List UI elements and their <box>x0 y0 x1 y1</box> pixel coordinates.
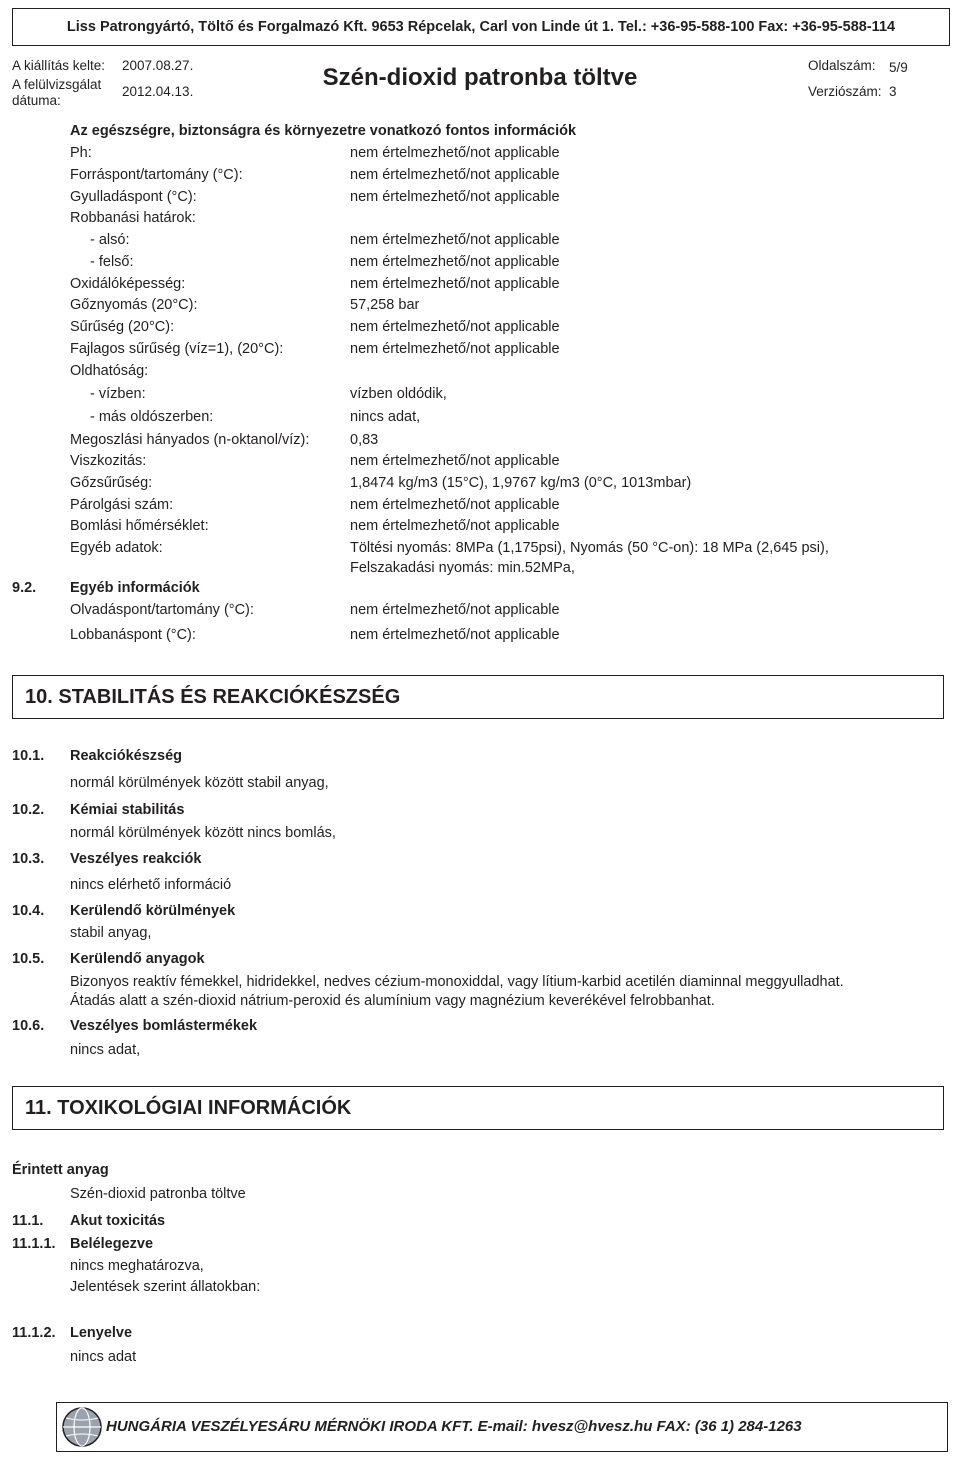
version-number: 3 <box>889 84 897 99</box>
boiling-point-value: nem értelmezhető/not applicable <box>350 167 560 183</box>
review-date-label-1: A felülvizsgálat <box>12 77 102 92</box>
solubility-label: Oldhatóság: <box>70 363 149 379</box>
flash-point-value: nem értelmezhető/not applicable <box>350 627 560 643</box>
item-11-1-number: 11.1. <box>12 1213 44 1229</box>
explosion-upper-label: - felső: <box>90 254 134 270</box>
affected-substance-label: Érintett anyag <box>12 1162 109 1178</box>
item-11-1-2-number: 11.1.2. <box>12 1325 56 1341</box>
melting-point-value: nem értelmezhető/not applicable <box>350 602 560 618</box>
section11-title: 11. TOXIKOLÓGIAI INFORMÁCIÓK <box>25 1096 352 1119</box>
company-header <box>12 8 950 46</box>
item-11-1-2-text: nincs adat <box>70 1349 137 1365</box>
solubility-other-label: - más oldószerben: <box>90 409 214 425</box>
vapour-density-label: Gőzsűrűség: <box>70 475 153 491</box>
item-10-1-title: Reakciókészség <box>70 748 183 764</box>
decomposition-temp-label: Bomlási hőmérséklet: <box>70 518 209 534</box>
ph-value: nem értelmezhető/not applicable <box>350 145 560 161</box>
review-date: 2012.04.13. <box>122 84 194 99</box>
viscosity-value: nem értelmezhető/not applicable <box>350 453 560 469</box>
ignition-point-label: Gyulladáspont (°C): <box>70 189 197 205</box>
vapour-pressure-value: 57,258 bar <box>350 297 420 313</box>
solubility-other-value: nincs adat, <box>350 409 421 425</box>
explosion-upper-value: nem értelmezhető/not applicable <box>350 254 560 270</box>
item-10-6-title: Veszélyes bomlástermékek <box>70 1018 258 1034</box>
explosion-lower-label: - alsó: <box>90 232 130 248</box>
item-10-4-number: 10.4. <box>12 903 45 919</box>
boiling-point-label: Forráspont/tartomány (°C): <box>70 167 243 183</box>
density-label: Sűrűség (20°C): <box>70 319 175 335</box>
explosion-limits-label: Robbanási határok: <box>70 210 196 226</box>
item-10-5-number: 10.5. <box>12 951 45 967</box>
item-10-3-title: Veszélyes reakciók <box>70 851 202 867</box>
item-10-4-title: Kerülendő körülmények <box>70 903 236 919</box>
vapour-density-value: 1,8474 kg/m3 (15°C), 1,9767 kg/m3 (0°C, 1013mbar) <box>350 475 692 491</box>
evaporation-rate-value: nem értelmezhető/not applicable <box>350 497 560 513</box>
ph-label: Ph: <box>70 145 92 161</box>
item-10-3-number: 10.3. <box>12 851 45 867</box>
page-number: 5/9 <box>889 60 908 75</box>
solubility-water-value: vízben oldódik, <box>350 386 447 402</box>
section10-title: 10. STABILITÁS ÉS REAKCIÓKÉSZSÉG <box>25 685 401 708</box>
flash-point-label: Lobbanáspont (°C): <box>70 627 196 643</box>
item-10-4-text: stabil anyag, <box>70 925 152 941</box>
item-10-3-text: nincs elérhető információ <box>70 877 232 893</box>
section11-title-box <box>12 1086 944 1130</box>
subsection-9-2-number: 9.2. <box>12 580 37 596</box>
oxidizing-label: Oxidálóképesség: <box>70 276 186 292</box>
item-10-2-number: 10.2. <box>12 802 45 818</box>
section10-title-box <box>12 675 944 719</box>
viscosity-label: Viszkozitás: <box>70 453 147 469</box>
document-title: Szén-dioxid patronba töltve <box>322 64 638 91</box>
specific-gravity-label: Fajlagos sűrűség (víz=1), (20°C): <box>70 341 284 357</box>
item-11-1-1-text-2: Jelentések szerint állatokban: <box>70 1279 261 1295</box>
item-10-5-text-1: Bizonyos reaktív fémekkel, hidridekkel, nedves cézium-monoxiddal, vagy lítium-karbid acetilén diaminnal meggyulladhat. <box>70 974 844 990</box>
issue-date: 2007.08.27. <box>122 58 194 73</box>
other-data-label: Egyéb adatok: <box>70 540 163 556</box>
item-10-2-text: normál körülmények között nincs bomlás, <box>70 825 336 841</box>
item-10-6-text: nincs adat, <box>70 1042 141 1058</box>
item-10-6-number: 10.6. <box>12 1018 45 1034</box>
item-10-5-title: Kerülendő anyagok <box>70 951 205 967</box>
other-data-cont-value: Felszakadási nyomás: min.52MPa, <box>350 560 575 576</box>
item-11-1-2-title: Lenyelve <box>70 1325 133 1341</box>
subsection-9-2-title: Egyéb információk <box>70 580 200 596</box>
melting-point-label: Olvadáspont/tartomány (°C): <box>70 602 254 618</box>
footer-contact: HUNGÁRIA VESZÉLYESÁRU MÉRNÖKI IRODA KFT. E-mail: hvesz@hvesz.hu FAX: (36 1) 284-1263 <box>106 1418 802 1435</box>
evaporation-rate-label: Párolgási szám: <box>70 497 174 513</box>
other-data-value: Töltési nyomás: 8MPa (1,175psi), Nyomás (50 °C-on): 18 MPa (2,645 psi), <box>350 540 829 556</box>
globe-logo-icon <box>60 1405 104 1449</box>
item-11-1-1-number: 11.1.1. <box>12 1236 56 1252</box>
version-label: Verziószám: <box>808 84 882 99</box>
section9-heading: Az egészségre, biztonságra és környezetre vonatkozó fontos információk <box>70 123 577 139</box>
vapour-pressure-label: Gőznyomás (20°C): <box>70 297 198 313</box>
oxidizing-value: nem értelmezhető/not applicable <box>350 276 560 292</box>
partition-coefficient-label: Megoszlási hányados (n-oktanol/víz): <box>70 432 310 448</box>
solubility-water-label: - vízben: <box>90 386 146 402</box>
partition-coefficient-value: 0,83 <box>350 432 379 448</box>
item-10-5-text-2: Átadás alatt a szén-dioxid nátrium-peroxid és alumínium vagy magnézium keverékével felrobbanhat. <box>70 993 715 1009</box>
item-10-2-title: Kémiai stabilitás <box>70 802 185 818</box>
explosion-lower-value: nem értelmezhető/not applicable <box>350 232 560 248</box>
item-11-1-title: Akut toxicitás <box>70 1213 166 1229</box>
affected-substance-value: Szén-dioxid patronba töltve <box>70 1186 246 1202</box>
item-10-1-number: 10.1. <box>12 748 45 764</box>
company-info: Liss Patrongyártó, Töltő és Forgalmazó Kft. 9653 Répcelak, Carl von Linde út 1. Tel.: +36-95-588-100 Fax: +36-95-588-114 <box>66 19 896 35</box>
specific-gravity-value: nem értelmezhető/not applicable <box>350 341 560 357</box>
density-value: nem értelmezhető/not applicable <box>350 319 560 335</box>
item-11-1-1-text-1: nincs meghatározva, <box>70 1258 204 1274</box>
ignition-point-value: nem értelmezhető/not applicable <box>350 189 560 205</box>
item-10-1-text: normál körülmények között stabil anyag, <box>70 775 329 791</box>
page-number-label: Oldalszám: <box>808 58 876 73</box>
decomposition-temp-value: nem értelmezhető/not applicable <box>350 518 560 534</box>
review-date-label-2: dátuma: <box>12 93 61 108</box>
issue-date-label: A kiállítás kelte: <box>12 58 106 73</box>
item-11-1-1-title: Belélegezve <box>70 1236 154 1252</box>
